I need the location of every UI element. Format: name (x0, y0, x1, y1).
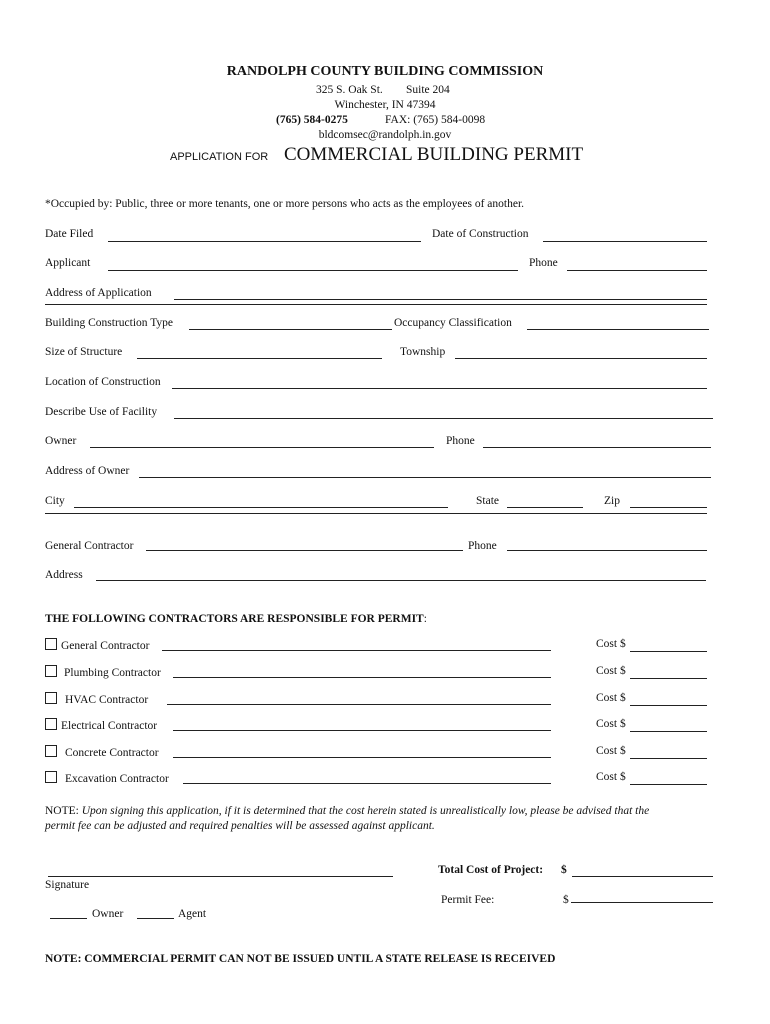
contractor-row-plumbing (45, 665, 161, 679)
hvac-contractor-cost-field[interactable] (630, 705, 707, 706)
agent-option-label: Agent (178, 908, 207, 920)
address-of-application-field-2[interactable] (45, 304, 707, 305)
describe-use-label: Describe Use of Facility (45, 406, 158, 418)
cost-label: Cost $ (596, 718, 626, 730)
state-label: State (476, 495, 499, 507)
general-contractor-name-field[interactable] (162, 650, 551, 651)
date-of-construction-label: Date of Construction (432, 228, 529, 240)
cost-note-line1: NOTE: Upon signing this application, if it is determined that the cost herein stated is unrealistically low, please be advised that the (45, 805, 650, 817)
address-city-state: Winchester, IN 47394 (334, 99, 436, 111)
general-contractor-label: General Contractor (45, 540, 134, 552)
plumbing-contractor-checkbox[interactable] (45, 665, 57, 677)
gc-address-field[interactable] (96, 580, 706, 581)
zip-label: Zip (604, 495, 620, 507)
owner-phone-label: Phone (446, 435, 475, 447)
city-field[interactable] (74, 507, 448, 508)
permit-fee-label: Permit Fee: (441, 894, 495, 906)
contractors-heading: THE FOLLOWING CONTRACTORS ARE RESPONSIBLE FOR PERMIT: (45, 613, 427, 625)
cost-label: Cost $ (596, 665, 626, 677)
date-filed-field[interactable] (108, 241, 421, 242)
applicant-phone-field[interactable] (567, 270, 707, 271)
applicant-field[interactable] (108, 270, 518, 271)
cost-note-line2: permit fee can be adjusted and required penalties will be assessed against applicant. (45, 820, 435, 832)
contractor-label: HVAC Contractor (65, 694, 149, 706)
total-cost-field[interactable] (572, 876, 713, 877)
applicant-label: Applicant (45, 257, 91, 269)
contractor-row-electrical (45, 718, 157, 732)
general-contractor-field[interactable] (146, 550, 463, 551)
occupancy-classification-label: Occupancy Classification (394, 317, 512, 329)
hvac-contractor-checkbox[interactable] (45, 692, 57, 704)
signature-label: Signature (45, 879, 90, 891)
application-for-label: APPLICATION FOR (170, 151, 269, 163)
signature-field[interactable] (48, 876, 393, 877)
phone-number: (765) 584-0275 (276, 114, 348, 126)
concrete-contractor-name-field[interactable] (173, 757, 551, 758)
contractor-label: Plumbing Contractor (64, 667, 161, 679)
address-street: 325 S. Oak St. (316, 84, 383, 96)
general-contractor-checkbox[interactable] (45, 638, 57, 650)
state-release-note: NOTE: COMMERCIAL PERMIT CAN NOT BE ISSUED UNTIL A STATE RELEASE IS RECEIVED (45, 953, 556, 965)
location-of-construction-field[interactable] (172, 388, 707, 389)
permit-fee-field[interactable] (571, 902, 713, 903)
cost-label: Cost $ (596, 745, 626, 757)
excavation-contractor-cost-field[interactable] (630, 784, 707, 785)
cost-label: Cost $ (596, 638, 626, 650)
city-label: City (45, 495, 65, 507)
permit-type-title: COMMERCIAL BUILDING PERMIT (284, 144, 584, 165)
owner-phone-field[interactable] (483, 447, 711, 448)
applicant-phone-label: Phone (529, 257, 558, 269)
fax-number: FAX: (765) 584-0098 (385, 114, 486, 126)
owner-option-label: Owner (92, 908, 124, 920)
contractor-label: Concrete Contractor (65, 747, 159, 759)
hvac-contractor-name-field[interactable] (167, 704, 551, 705)
address-suite: Suite 204 (406, 84, 450, 96)
electrical-contractor-checkbox[interactable] (45, 718, 57, 730)
total-cost-label: Total Cost of Project: (438, 864, 544, 876)
date-of-construction-field[interactable] (543, 241, 707, 242)
describe-use-field[interactable] (174, 418, 713, 419)
owner-check-field[interactable] (50, 918, 87, 919)
plumbing-contractor-cost-field[interactable] (630, 678, 707, 679)
total-cost-dollar: $ (561, 864, 567, 876)
gc-phone-field[interactable] (507, 550, 707, 551)
size-of-structure-label: Size of Structure (45, 346, 123, 358)
commission-title: RANDOLPH COUNTY BUILDING COMMISSION (226, 64, 544, 79)
township-field[interactable] (455, 358, 707, 359)
contractor-label: Electrical Contractor (61, 720, 158, 732)
building-construction-type-field[interactable] (189, 329, 392, 330)
contractor-label: Excavation Contractor (65, 773, 169, 785)
occupied-note: *Occupied by: Public, three or more tenants, one or more persons who acts as the employees of another. (45, 198, 525, 210)
zip-field[interactable] (630, 507, 707, 508)
general-contractor-cost-field[interactable] (630, 651, 707, 652)
permit-fee-dollar: $ (563, 894, 569, 906)
size-of-structure-field[interactable] (137, 358, 382, 359)
address-of-application-field[interactable] (174, 299, 707, 300)
location-of-construction-label: Location of Construction (45, 376, 161, 388)
gc-phone-label: Phone (468, 540, 497, 552)
address-of-application-label: Address of Application (45, 287, 152, 299)
cost-label: Cost $ (596, 692, 626, 704)
electrical-contractor-name-field[interactable] (173, 730, 551, 731)
occupancy-classification-field[interactable] (527, 329, 709, 330)
township-label: Township (400, 346, 446, 358)
date-filed-label: Date Filed (45, 228, 94, 240)
email-address: bldcomsec@randolph.in.gov (318, 129, 452, 141)
cost-label: Cost $ (596, 771, 626, 783)
contractor-label: General Contractor (61, 640, 150, 652)
concrete-contractor-checkbox[interactable] (45, 745, 57, 757)
excavation-contractor-checkbox[interactable] (45, 771, 57, 783)
city-divider-line (45, 513, 707, 514)
contractor-row-excavation (45, 771, 169, 785)
electrical-contractor-cost-field[interactable] (630, 731, 707, 732)
agent-check-field[interactable] (137, 918, 174, 919)
gc-address-label: Address (45, 569, 83, 581)
concrete-contractor-cost-field[interactable] (630, 758, 707, 759)
plumbing-contractor-name-field[interactable] (173, 677, 551, 678)
owner-field[interactable] (90, 447, 434, 448)
owner-label: Owner (45, 435, 77, 447)
contractor-row-general (45, 638, 149, 652)
building-construction-type-label: Building Construction Type (45, 317, 174, 329)
address-of-owner-label: Address of Owner (45, 465, 130, 477)
address-of-owner-field[interactable] (139, 477, 711, 478)
state-field[interactable] (507, 507, 583, 508)
contractor-row-hvac (45, 692, 148, 706)
contractor-row-concrete (45, 745, 159, 759)
excavation-contractor-name-field[interactable] (183, 783, 551, 784)
